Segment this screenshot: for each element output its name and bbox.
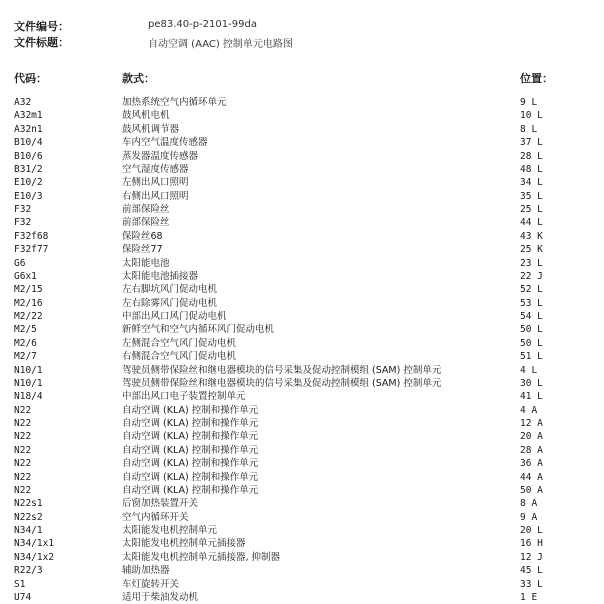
cell-code: M2/7	[14, 351, 37, 363]
cell-pos: 1 E	[520, 591, 538, 603]
cell-desc: 太阳能发电机控制单元	[122, 525, 218, 536]
cell-pos: 20 A	[520, 431, 543, 443]
cell-code: B31/2	[14, 163, 43, 175]
cell-code: N22	[14, 484, 32, 496]
cell-code: M2/6	[14, 337, 37, 349]
cell-pos: 50 L	[520, 324, 543, 336]
cell-code: F32	[14, 217, 32, 229]
cell-pos: 36 A	[520, 458, 543, 470]
cell-code: N18/4	[14, 391, 43, 403]
cell-pos: 48 L	[520, 163, 543, 175]
table-row	[14, 350, 580, 363]
cell-pos: 30 L	[520, 377, 543, 389]
table-row	[14, 163, 580, 176]
cell-code: F32f68	[14, 230, 49, 242]
cell-pos: 9 A	[520, 511, 538, 523]
table-row	[14, 471, 580, 484]
cell-desc: 中部出风口电子装置控制单元	[122, 391, 246, 403]
cell-pos: 22 J	[520, 270, 543, 282]
cell-pos: 35 L	[520, 190, 543, 202]
table-row	[14, 123, 580, 136]
cell-pos: 12 J	[520, 551, 543, 563]
doc-number-label: 文件编号：	[14, 20, 69, 33]
table-row	[14, 270, 580, 283]
cell-desc: 新鲜空气和空气内循环风门促动电机	[122, 324, 275, 336]
cell-pos: 37 L	[520, 137, 543, 149]
table-row	[14, 417, 580, 430]
table-row	[14, 323, 580, 336]
cell-code: N22	[14, 418, 32, 429]
cell-desc: 太阳能电池插接器	[122, 270, 199, 282]
table-row	[14, 564, 580, 577]
cell-desc: 太阳能电池	[122, 257, 170, 269]
cell-code: B10/6	[14, 150, 43, 162]
cell-desc: 左侧出风口照明	[122, 177, 189, 189]
table-row	[14, 404, 580, 417]
cell-desc: 鼓风机调节器	[122, 123, 180, 135]
cell-pos: 8 A	[520, 498, 538, 510]
cell-pos: 34 L	[520, 177, 543, 189]
doc-number-value: pe83.40-p-2101-99da	[148, 19, 257, 30]
table-row	[14, 257, 580, 270]
cell-desc: 蒸发器温度传感器	[122, 150, 199, 162]
table-row	[14, 524, 580, 537]
table-row	[14, 337, 580, 350]
cell-code: F32	[14, 204, 32, 215]
cell-desc: 自动空调 (KLA) 控制和操作单元	[122, 444, 259, 456]
cell-code: S1	[14, 578, 26, 590]
cell-pos: 25 K	[520, 244, 543, 256]
cell-pos: 16 H	[520, 538, 543, 550]
cell-desc: 左右脚坑风门促动电机	[122, 284, 218, 296]
cell-desc: 太阳能发电机控制单元插接器, 抑制器	[122, 551, 281, 563]
table-row	[14, 310, 580, 323]
cell-desc: 空气内循环开关	[122, 511, 189, 523]
table-row	[14, 109, 580, 122]
cell-pos: 52 L	[520, 284, 543, 296]
cell-desc: 加热系统空气内循环单元	[122, 97, 227, 108]
doc-title-value: 自动空调 (AAC) 控制单元电路图	[148, 39, 293, 50]
cell-code: N34/1	[14, 525, 43, 536]
cell-desc: 自动空调 (KLA) 控制和操作单元	[122, 404, 259, 416]
cell-desc: 保险丝77	[122, 244, 163, 256]
cell-pos: 28 L	[520, 150, 543, 162]
cell-code: U74	[14, 591, 32, 603]
cell-code: A32n1	[14, 123, 43, 135]
cell-code: E10/3	[14, 190, 43, 202]
cell-pos: 51 L	[520, 351, 543, 363]
cell-code: G6	[14, 257, 26, 269]
cell-desc: 车灯旋转开关	[122, 578, 180, 590]
cell-desc: 驾驶员侧带保险丝和继电器模块的信号采集及促动控制模组 (SAM) 控制单元	[122, 364, 442, 376]
cell-desc: 适用于柴油发动机	[122, 591, 199, 603]
cell-desc: 自动空调 (KLA) 控制和操作单元	[122, 431, 259, 443]
header-pos: 位置：	[520, 72, 553, 85]
cell-pos: 44 L	[520, 217, 543, 229]
cell-code: N22s1	[14, 498, 43, 510]
cell-pos: 54 L	[520, 311, 543, 322]
cell-desc: 中部出风口风门促动电机	[122, 311, 227, 322]
cell-code: M2/22	[14, 311, 43, 322]
cell-desc: 前部保险丝	[122, 217, 170, 229]
cell-code: N22s2	[14, 511, 43, 523]
table-row	[14, 136, 580, 149]
table-row	[14, 283, 580, 296]
cell-desc: 右侧混合空气风门促动电机	[122, 351, 237, 363]
table-row	[14, 203, 580, 216]
table-row	[14, 537, 580, 550]
cell-desc: 后窗加热装置开关	[122, 498, 199, 510]
table-row	[14, 96, 580, 109]
cell-pos: 10 L	[520, 110, 543, 122]
cell-pos: 4 L	[520, 364, 538, 376]
cell-desc: 自动空调 (KLA) 控制和操作单元	[122, 418, 259, 429]
cell-pos: 44 A	[520, 471, 543, 483]
cell-desc: 左右除雾风门促动电机	[122, 297, 218, 309]
cell-pos: 4 A	[520, 404, 538, 416]
cell-code: B10/4	[14, 137, 43, 149]
table-row	[14, 484, 580, 497]
cell-pos: 23 L	[520, 257, 543, 269]
table-row	[14, 176, 580, 189]
cell-pos: 50 L	[520, 337, 543, 349]
header-code: 代码：	[14, 72, 47, 85]
cell-pos: 41 L	[520, 391, 543, 403]
cell-pos: 45 L	[520, 565, 543, 577]
cell-code: N34/1x1	[14, 538, 55, 550]
cell-desc: 自动空调 (KLA) 控制和操作单元	[122, 471, 259, 483]
cell-code: N10/1	[14, 377, 43, 389]
table-row	[14, 390, 580, 403]
table-row	[14, 578, 580, 591]
parts-table	[14, 96, 580, 604]
cell-code: G6x1	[14, 270, 37, 282]
table-row	[14, 297, 580, 310]
cell-desc: 前部保险丝	[122, 204, 170, 215]
table-row	[14, 430, 580, 443]
cell-pos: 12 A	[520, 418, 543, 429]
table-row	[14, 364, 580, 377]
cell-code: F32f77	[14, 244, 49, 256]
table-row	[14, 511, 580, 524]
header-desc: 款式：	[122, 72, 155, 85]
cell-desc: 驾驶员侧带保险丝和继电器模块的信号采集及促动控制模组 (SAM) 控制单元	[122, 377, 442, 389]
cell-desc: 自动空调 (KLA) 控制和操作单元	[122, 484, 259, 496]
cell-desc: 左侧混合空气风门促动电机	[122, 337, 237, 349]
cell-code: N22	[14, 404, 32, 416]
cell-code: N10/1	[14, 364, 43, 376]
cell-desc: 辅助加热器	[122, 565, 170, 577]
cell-desc: 车内空气温度传感器	[122, 137, 208, 149]
table-row	[14, 497, 580, 510]
cell-pos: 25 L	[520, 204, 543, 215]
cell-code: N22	[14, 444, 32, 456]
cell-code: M2/15	[14, 284, 43, 296]
table-row	[14, 150, 580, 163]
cell-desc: 鼓风机电机	[122, 110, 170, 122]
table-row	[14, 216, 580, 229]
cell-pos: 43 K	[520, 230, 543, 242]
doc-title-label: 文件标题：	[14, 36, 69, 49]
cell-pos: 8 L	[520, 123, 538, 135]
cell-code: E10/2	[14, 177, 43, 189]
cell-code: M2/16	[14, 297, 43, 309]
cell-desc: 保险丝68	[122, 230, 163, 242]
table-row	[14, 243, 580, 256]
table-row	[14, 230, 580, 243]
table-row	[14, 591, 580, 604]
cell-code: N22	[14, 458, 32, 470]
table-row	[14, 190, 580, 203]
cell-pos: 20 L	[520, 525, 543, 536]
cell-code: M2/5	[14, 324, 37, 336]
cell-code: R22/3	[14, 565, 43, 577]
cell-code: N34/1x2	[14, 551, 55, 563]
table-row	[14, 551, 580, 564]
cell-pos: 9 L	[520, 97, 538, 108]
cell-pos: 33 L	[520, 578, 543, 590]
cell-desc: 太阳能发电机控制单元插接器	[122, 538, 246, 550]
cell-desc: 空气湿度传感器	[122, 163, 189, 175]
cell-desc: 右侧出风口照明	[122, 190, 189, 202]
cell-desc: 自动空调 (KLA) 控制和操作单元	[122, 458, 259, 470]
table-row	[14, 377, 580, 390]
table-row	[14, 444, 580, 457]
cell-pos: 50 A	[520, 484, 543, 496]
cell-code: N22	[14, 431, 32, 443]
cell-pos: 28 A	[520, 444, 543, 456]
cell-code: A32	[14, 97, 32, 108]
cell-code: A32m1	[14, 110, 43, 122]
table-row	[14, 457, 580, 470]
cell-pos: 53 L	[520, 297, 543, 309]
cell-code: N22	[14, 471, 32, 483]
